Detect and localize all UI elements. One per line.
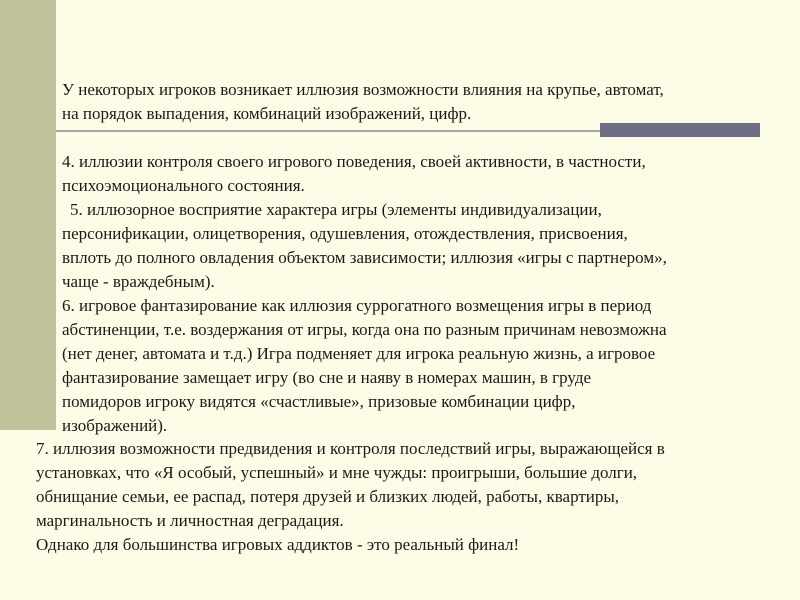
main-line: чаще - враждебным). <box>62 272 215 291</box>
intro-text <box>62 78 664 126</box>
main-line: персонификации, олицетворения, одушевления, отождествления, присвоения, <box>62 224 628 243</box>
main-line: 4. иллюзии контроля своего игрового поведения, своей активности, в частности, <box>62 152 646 171</box>
bottom-text <box>36 437 665 557</box>
intro-line: У некоторых игроков возникает иллюзия возможности влияния на крупье, автомат, <box>62 80 664 99</box>
main-text <box>62 150 667 438</box>
left-accent-bar <box>0 0 56 430</box>
main-line: фантазирование замещает игру (во сне и наяву в номерах машин, в груде <box>62 368 592 387</box>
bottom-line: 7. иллюзия возможности предвидения и контроля последствий игры, выражающейся в <box>36 439 665 458</box>
bottom-line: маргинальность и личностная деградация. <box>36 511 344 530</box>
main-line: (нет денег, автомата и т.д.) Игра подменяет для игрока реальную жизнь, а игровое <box>62 344 656 363</box>
intro-line: на порядок выпадения, комбинаций изображений, цифр. <box>62 104 472 123</box>
bottom-line: установках, что «Я особый, успешный» и мне чужды: проигрыши, большие долги, <box>36 463 638 482</box>
main-line: психоэмоционального состояния. <box>62 176 305 195</box>
bottom-line: обнищание семьи, ее распад, потеря друзей и близких людей, работы, квартиры, <box>36 487 620 506</box>
main-line: 6. игровое фантазирование как иллюзия суррогатного возмещения игры в период <box>62 296 652 315</box>
main-line: абстиненции, т.е. воздержания от игры, когда она по разным причинам невозможна <box>62 320 667 339</box>
main-line: помидоров игроку видятся «счастливые», призовые комбинации цифр, <box>62 392 576 411</box>
main-line: 5. иллюзорное восприятие характера игры (элементы индивидуализации, <box>70 200 602 219</box>
main-line: вплоть до полного овладения объектом зависимости; иллюзия «игры с партнером», <box>62 248 667 267</box>
bottom-line: Однако для большинства игровых аддиктов - это реальный финал! <box>36 535 520 554</box>
main-line: изображений). <box>62 416 168 435</box>
